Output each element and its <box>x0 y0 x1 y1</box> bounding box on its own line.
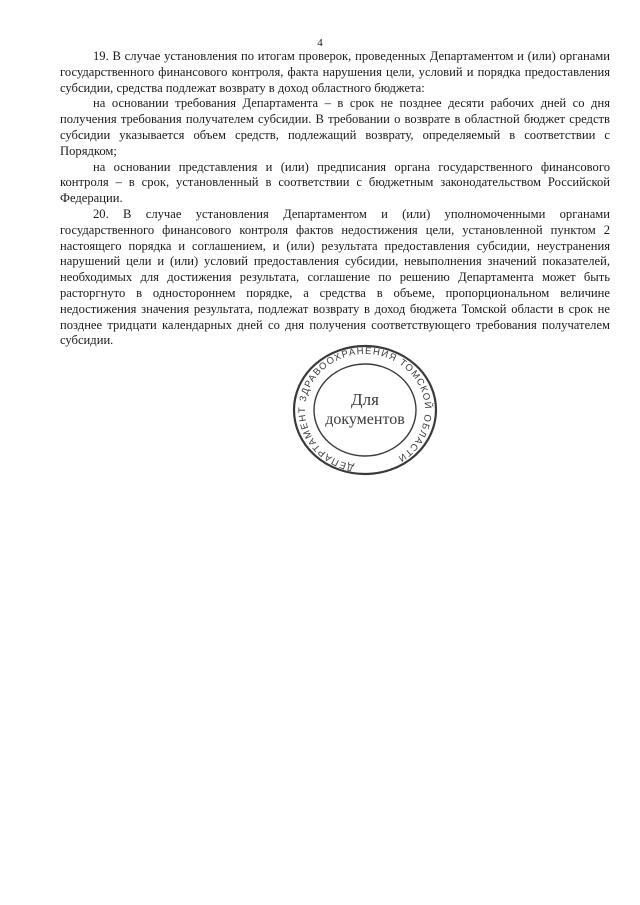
paragraph-19-prescription: на основании представления и (или) предписания органа государственного финансового контроля – в срок, установленный в соответствии с бюджетным законодательством Российской Федерации. <box>60 159 610 206</box>
document-body <box>60 49 610 349</box>
seal-graphic <box>270 344 460 478</box>
seal-ring-text: ДЕПАРТАМЕНТ ЗДРАВООХРАНЕНИЯ ТОМСКОЙ ОБЛАСТИ <box>296 345 434 473</box>
page-number: 4 <box>317 37 323 49</box>
seal-center-line-2: документов <box>325 411 405 428</box>
official-seal-stamp <box>270 344 460 478</box>
paragraph-20: 20. В случае установления Департаментом и (или) уполномоченными органами государственного финансового контроля фактов недостижения цели, установленной пунктом 2 настоящего порядка и соглашением, и (или) результата предоставления субсидии, неустранения нарушений цели и (или) условий предоставления субсидии, невыполнения значений показателей, необходимых для достижения результата, соглашение по решению Департамента может быть расторгнуто в одностороннем порядке, а средства в объеме, пропорциональном величине недостижения значения результата, подлежат возврату в доход бюджета Томской области в срок не позднее тридцати календарных дней со дня получения соответствующего требования получателем субсидии. <box>60 206 610 348</box>
seal-inner-ring <box>314 364 416 456</box>
seal-center-line-1: Для <box>351 390 379 409</box>
seal-outer-ring <box>294 346 436 474</box>
paragraph-19: 19. В случае установления по итогам проверок, проведенных Департаментом и (или) органами государственного финансового контроля, факта нарушения цели, условий и порядка предоставления субсидии, средства подлежат возврату в доход областного бюджета: <box>60 49 610 95</box>
paragraph-19-requirement: на основании требования Департамента – в срок не позднее десяти рабочих дней со дня получения требования получателем субсидии. В требовании о возврате в областной бюджет средств субсидии указывается объем средств, подлежащий возврату, определяемый в соответствии с Порядком; <box>60 96 610 158</box>
